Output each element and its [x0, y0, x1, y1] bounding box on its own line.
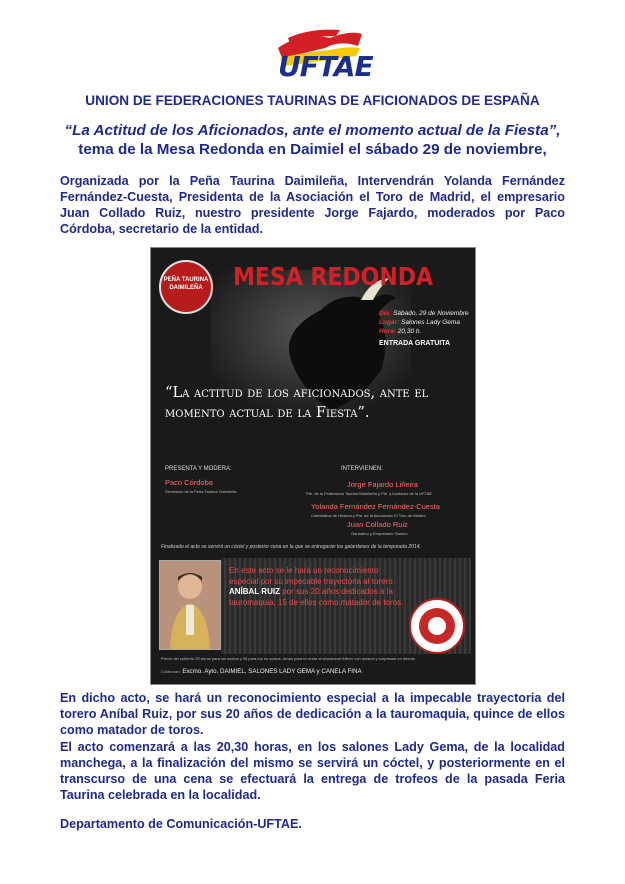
- poster-info-place: Lugar: Salones Lady Gema: [379, 319, 460, 326]
- event-details-paragraph: El acto comenzará a las 20,30 horas, en los salones Lady Gema, de la localidad manchega, a la finalización del mismo se servirá un cóctel, y posteriormente en el transcurso de una cena se efectuará la entrega de trofeos de la pasada Feria Taurina celebrada en la localidad.: [60, 740, 565, 802]
- recognition-paragraph: En dicho acto, se hará un reconocimiento especial a la impecable trayectoria del torero Aníbal Ruiz, por sus 20 años de dedicación a la tauromaquia, quince de ellos como matador de toros.: [60, 691, 565, 737]
- moderator-name: Paco Córdoba: [165, 478, 213, 487]
- poster-recognition: En este acto se le hará un reconocimiento especial por su impecable trayectoria al torero ANÍBAL RUIZ por sus 20 años dedicados a la tauromaquia, 15 de ellos como matador de toros.: [229, 566, 404, 607]
- headline: [30, 121, 595, 159]
- poster-title: MESA REDONDA: [233, 262, 434, 291]
- poster-collaborators: Colaboran: Excmo. Ayto. DAIMIEL, SALONES LADY GEMA y CANELA FINA: [161, 668, 362, 675]
- moderator-role: Secretario de la Peña Taurina Daimileña: [165, 489, 237, 494]
- poster-quote: “La actitud de los aficionados, ante el momento actual de la Fiesta”.: [165, 384, 429, 421]
- speaker-name: Yolanda Fernández Fernández-Cuesta: [311, 502, 440, 511]
- poster-final-note: Finalizado el acto se servirá un cóctel y posterior cena en la que se entregarán los galardones de la temporada 2014.: [161, 544, 421, 550]
- speaker-role: Ganadero y Empresario Taurino: [351, 531, 408, 536]
- speaker-role: Catedrática de Historia y Pta. de la Asociación El Toro de Madrid: [311, 513, 426, 518]
- logo-text: UFTAE: [278, 50, 373, 83]
- torero-photo: [159, 560, 221, 650]
- poster-entrada: ENTRADA GRATUITA: [379, 340, 451, 347]
- intervienen-label: INTERVIENEN:: [341, 466, 383, 472]
- uftae-logo: [270, 28, 373, 86]
- pena-taurina-badge: PEÑA TAURINA DAIMILEÑA: [159, 260, 213, 314]
- poster-info-day: Día: Sábado, 29 de Noviembre: [379, 310, 469, 317]
- event-poster: [150, 247, 476, 685]
- toros-seal-icon: [409, 598, 465, 654]
- torero-portrait-icon: [160, 561, 220, 649]
- headline-subtitle: tema de la Mesa Redonda en Daimiel el sábado 29 de noviembre,: [78, 141, 547, 158]
- organization-name: UNION DE FEDERACIONES TAURINAS DE AFICIONADOS DE ESPAÑA: [85, 93, 540, 108]
- speaker-name: Juan Collado Ruiz: [347, 520, 408, 529]
- headline-quote: “La Actitud de los Aficionados, ante el momento actual de la Fiesta”,: [64, 122, 561, 139]
- speaker-name: Jorge Fajardo Liñeira: [347, 480, 418, 489]
- presenta-label: PRESENTA Y MODERA:: [165, 466, 232, 472]
- poster-price: Precio del cubierto 20 euros para los socios y 35 para los no socios. Aman para la venta al showroom Aflexo con música y sorpresas en directo: [161, 656, 415, 661]
- department-signature: Departamento de Comunicación-UFTAE.: [60, 817, 302, 831]
- intro-paragraph: Organizada por la Peña Taurina Daimileña, Intervendrán Yolanda Fernández Fernández-Cuesta, Presidenta de la Asociación el Toro de Madrid, el empresario Juan Collado Ruiz, nuestro presidente Jorge Fajardo, moderados por Paco Córdoba, secretario de la entidad.: [60, 174, 565, 236]
- speaker-role: Pte. de la Federación Taurina Madrileña y Pte. y fundador de la UFTAE: [306, 491, 432, 496]
- poster-info-time: Hora: 20,30 h.: [379, 328, 422, 335]
